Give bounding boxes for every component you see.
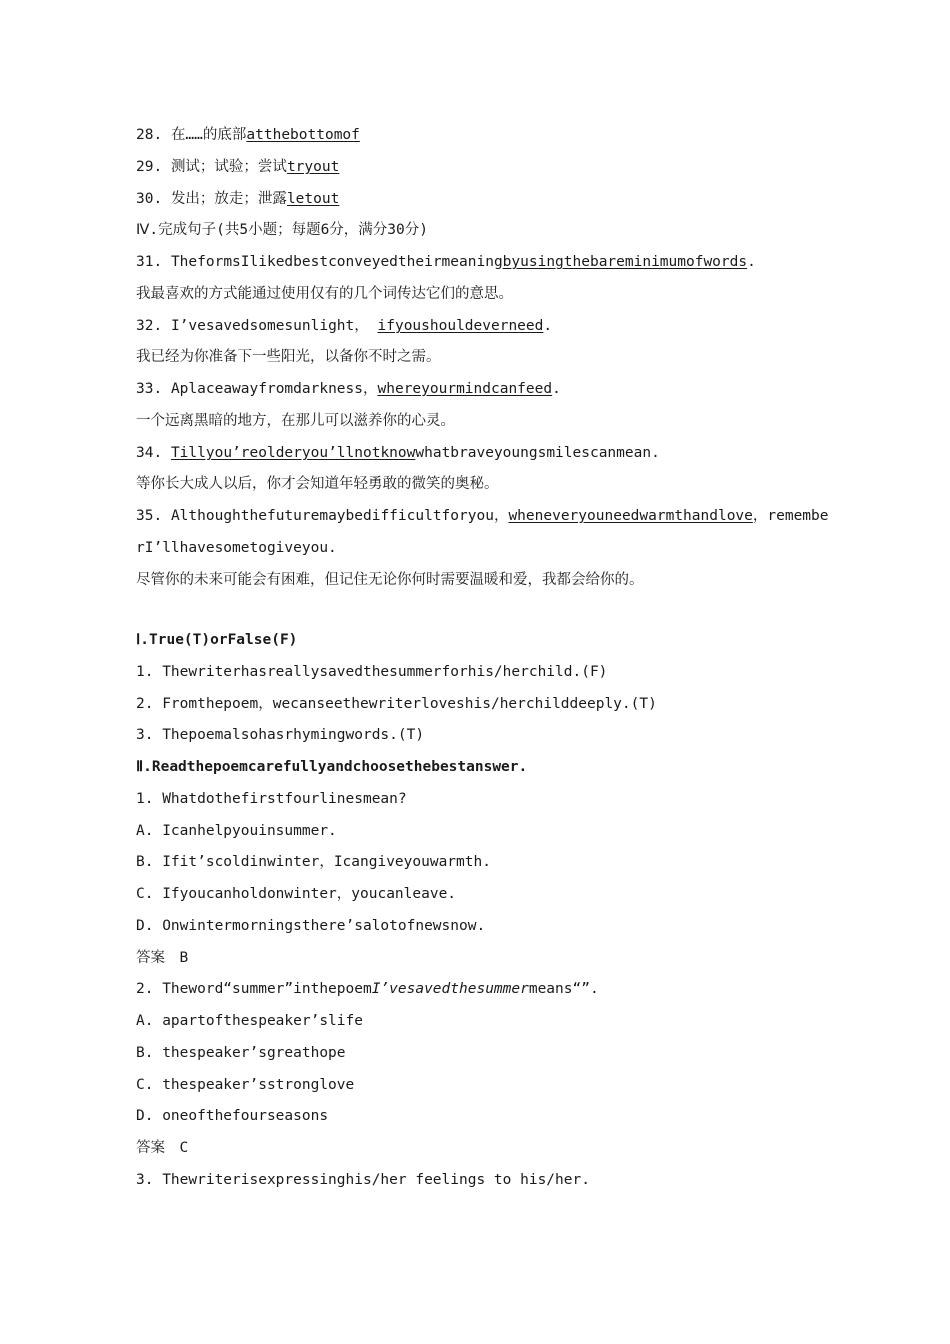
question-2-option-c: C. thespeaker’sstronglove bbox=[136, 1077, 355, 1093]
vocab-item-30: 30. 发出；放走；泄露letout bbox=[136, 191, 340, 207]
sentence-32-translation: 我已经为你准备下一些阳光，以备你不时之需。 bbox=[136, 349, 441, 365]
part-2-title: Ⅱ.Readthepoemcarefullyandchoosethebestanswer. bbox=[136, 759, 528, 775]
tf-item-1: 1. Thewriterhasreallysavedthesummerforhis/herchild.(F) bbox=[136, 664, 608, 680]
question-2-option-b: B. thespeaker’sgreathope bbox=[136, 1045, 346, 1061]
question-1-stem: 1. Whatdothefirstfourlinesmean? bbox=[136, 791, 407, 807]
question-2-option-a: A. apartofthespeaker’slife bbox=[136, 1013, 363, 1029]
sentence-31-translation: 我最喜欢的方式能通过使用仅有的几个词传达它们的意思。 bbox=[136, 286, 513, 302]
question-1-option-c: C. Ifyoucanholdonwinter，youcanleave. bbox=[136, 886, 457, 902]
sentence-31: 31. TheformsIlikedbestconveyedtheirmeaningbyusingthebareminimumofwords. bbox=[136, 254, 756, 270]
vocab-item-28: 28. 在……的底部atthebottomof bbox=[136, 127, 360, 143]
question-1-answer: 答案 B bbox=[136, 950, 189, 966]
sentence-35: 35. Althoughthefuturemaybedifficultforyou，wheneveryouneedwarmthandlove，remembe bbox=[136, 508, 829, 524]
question-2-option-d: D. oneofthefourseasons bbox=[136, 1108, 329, 1124]
tf-item-3: 3. Thepoemalsohasrhymingwords.(T) bbox=[136, 727, 425, 743]
tf-item-2: 2. Fromthepoem，wecanseethewriterloveshis/herchilddeeply.(T) bbox=[136, 696, 657, 712]
sentence-33-translation: 一个远离黑暗的地方，在那儿可以滋养你的心灵。 bbox=[136, 413, 455, 429]
sentence-35-translation: 尽管你的未来可能会有困难，但记住无论你何时需要温暖和爱，我都会给你的。 bbox=[136, 572, 644, 588]
question-1-option-a: A. Icanhelpyouinsummer. bbox=[136, 823, 337, 839]
question-2-stem: 2. Theword“summer”inthepoemI’vesavedthesummermeans“”. bbox=[136, 981, 599, 997]
sentence-34-translation: 等你长大成人以后，你才会知道年轻勇敢的微笑的奥秘。 bbox=[136, 476, 499, 492]
question-1-option-d: D. Onwintermorningsthere’salotofnewsnow. bbox=[136, 918, 486, 934]
question-3-stem: 3. Thewriterisexpressinghis/her feelings to his/her. bbox=[136, 1172, 590, 1188]
vocab-item-29: 29. 测试；试验；尝试tryout bbox=[136, 159, 340, 175]
question-1-option-b: B. Ifit’scoldinwinter，Icangiveyouwarmth. bbox=[136, 854, 491, 870]
sentence-35-continued: rI’llhavesometogiveyou. bbox=[136, 540, 337, 556]
section-4-title: Ⅳ.完成句子(共5小题；每题6分，满分30分) bbox=[136, 222, 428, 238]
sentence-33: 33. Aplaceawayfromdarkness，whereyourmindcanfeed. bbox=[136, 381, 561, 397]
sentence-32: 32. I’vesavedsomesunlight， ifyoushouldeverneed. bbox=[136, 318, 553, 334]
part-1-title: Ⅰ.True(T)orFalse(F) bbox=[136, 632, 298, 648]
question-2-answer: 答案 C bbox=[136, 1140, 189, 1156]
sentence-34: 34. Tillyou’reolderyou’llnotknowwhatbraveyoungsmilescanmean. bbox=[136, 445, 660, 461]
